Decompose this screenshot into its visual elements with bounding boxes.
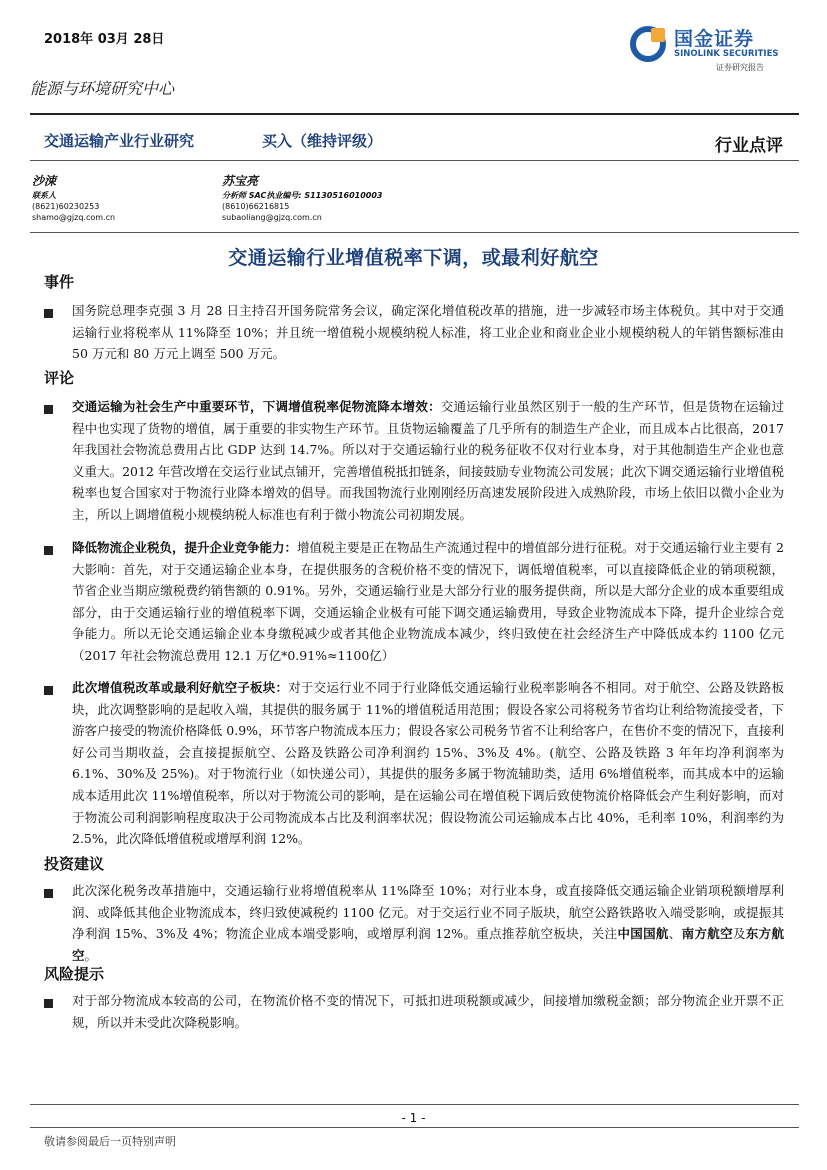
page-number: - 1 - [401,1111,426,1125]
comment-paragraph [72,396,784,526]
section-heading-investment: 投资建议 [44,855,105,873]
bullet-icon [44,546,53,555]
bullet-icon [44,889,53,898]
separator: 及 [732,926,746,942]
footer-divider-bottom [30,1127,799,1128]
disclaimer-note: 敬请参阅最后一页特别声明 [44,1135,176,1148]
report-date: 2018年 03月 28日 [44,32,165,47]
comment-lead: 降低物流企业税负，提升企业竞争能力： [72,540,298,555]
bullet-icon [44,405,53,414]
report-type: 行业点评 [715,136,783,156]
section-heading-risk: 风险提示 [44,965,105,983]
analyst-email[interactable]: shamo@gjzq.com.cn [32,213,116,222]
logo-mark-icon [630,26,666,62]
analyst-name: 苏宝亮 [222,174,259,188]
analyst-role: 分析师 SAC执业编号: S1130516010003 [222,191,383,200]
header-divider [30,113,799,115]
category-divider [30,160,799,161]
section-heading-event: 事件 [44,273,75,291]
bullet-icon [44,999,53,1008]
analyst-role: 联系人 [32,191,56,200]
comment-lead: 交通运输为社会生产中重要环节，下调增值税率促物流降本增效： [72,399,441,414]
analyst-block [222,176,382,223]
report-title: 交通运输行业增值税率下调，或最利好航空 [228,247,599,269]
stock-name: 东方航空 [72,926,784,963]
analyst-phone: (8610)66216815 [222,202,290,211]
analyst-email[interactable]: subaoliang@gjzq.com.cn [222,213,322,222]
investment-rating: 买入（维持评级） [262,132,383,150]
logo-english-name: SINOLINK SECURITIES [674,49,779,59]
stock-name: 南方航空 [681,926,733,942]
bullet-icon [44,309,53,318]
section-heading-comment: 评论 [44,369,75,387]
comment-lead: 此次增值税改革或最利好航空子板块： [72,680,289,695]
analyst-block [32,176,115,223]
event-paragraph: 国务院总理李克强 3 月 28 日主持召开国务院常务会议，确定深化增值税改革的措施，进一步减轻市场主体税负。其中对于交通运输行业将税率从 11%降至 10%；并且统一增值税小规模纳税人标准，将工业企业和商业企业小规模纳税人的年销售额标准由 50 万元和 80 万元上调至 500 万元。 [72,303,784,362]
sentence-end: 。 [84,947,98,963]
investment-text: 此次深化税务改革措施中，交通运输行业将增值税率从 11%降至 10%；对行业本身，或直接降低交通运输企业销项税额增厚利润、或降低其他企业物流成本，终归致使减税约 1100 亿元。对于交运行业不同子版块，航空公路铁路收入端受影响，或提振其净利润 15%、3%及 4%；物流企业成本端受影响，或增厚利润 12%。重点推荐航空板块，关注 [72,883,784,942]
comment-text: 交通运输行业虽然区别于一般的生产环节，但是货物在运输过程中也实现了货物的增值，属于重要的非实物生产环节。且货物运输覆盖了几乎所有的制造生产企业，而且成本占比很高，2017 年我国社会物流总费用占比 GDP 达到 14.7%。所以对于交通运输行业的税务征收不仅对行业本身，对于其他制造生产企业也意义重大。2012 年营改增在交运行业试点铺开，完善增值税抵扣链条，间接鼓励专业物流公司发展；此次下调交通运输行业增值税税率也复合国家对于物流行业降本增效的倡导。而我国物流行业刚刚经历高速发展阶段进入成熟阶段，市场上依旧以微小企业为主，所以上调增值税小规模纳税人标准也有利于微小物流公司初期发展。 [72,399,784,522]
analyst-name: 沙涑 [32,174,57,188]
separator: 、 [668,926,682,942]
comment-paragraph [72,677,784,850]
report-category: 交通运输产业行业研究 [44,132,195,150]
sinolink-logo [630,24,795,76]
analyst-divider [30,232,799,233]
comment-paragraph [72,537,784,667]
risk-paragraph: 对于部分物流成本较高的公司，在物流价格不变的情况下，可抵扣进项税额或减少，间接增加缴税金额；部分物流企业开票不正规，所以并未受此次降税影响。 [72,993,784,1030]
stock-name: 中国国航 [617,926,669,942]
comment-text: 增值税主要是正在物品生产流通过程中的增值部分进行征税。对于交通运输行业主要有 2 大影响：首先，对于交通运输企业本身，在提供服务的含税价格不变的情况下，调低增值税率，可以直接降低企业的销项税额，节省企业当期应缴税费约销售额的 0.91%。另外，交通运输行业是大部分行业的服务提供商，所以是大部分企业的成本重要组成部分，由于交通运输行业的增值税率下调，交通运输企业极有可能下调交通运输费用，导致企业物流成本下降，提升企业综合竞争能力。所以无论交通运输企业本身缴税减少或者其他企业物流成本减少，终归致使在社会经济生产中降低成本约 1100 亿元（2017 年社会物流总费用 12.1 万亿*0.91%≈1100亿） [72,540,784,663]
analyst-phone: (8621)60230253 [32,202,100,211]
bullet-icon [44,686,53,695]
logo-chinese-name: 国金证券 [674,28,755,50]
comment-text: 对于交运行业不同于行业降低交通运输行业税率影响各不相同。对于航空、公路及铁路板块，此次调整影响的是起收入端，其提供的服务属于 11%的增值税适用范围；假设各家公司将税务节省均让利给物流接受者，下游客户接受的物流价格降低 0.9%，环节客户物流成本压力；假设各家公司税务节省不让利给客户，在售价不变的情况下，直接利好公司当期收益，会直接提振航空、公路及铁路公司净利润约 15%、3%及 4%。(航空、公路及铁路 3 年年均净利润率为 6.1%、30%及 25%)。对于物流行业（如快递公司），其提供的服务多属于物流辅助类，适用 6%增值税率，而其成本中的运输成本适用此次 11%增值税率，所以对于物流公司的影响，是在运输公司在增值税下调后致使物流价格降低会产生利好影响，而对于物流公司利润影响程度取决于公司物流成本占比及利润率状况；假设物流公司运输成本占比 40%，毛利率 10%，利润率约为 2.5%，此次降低增值税或增厚利润 12%。 [72,680,784,847]
logo-subtitle: 证券研究报告 [716,63,764,72]
investment-paragraph [72,880,784,966]
footer-divider [30,1104,799,1105]
department-name: 能源与环境研究中心 [30,79,175,98]
